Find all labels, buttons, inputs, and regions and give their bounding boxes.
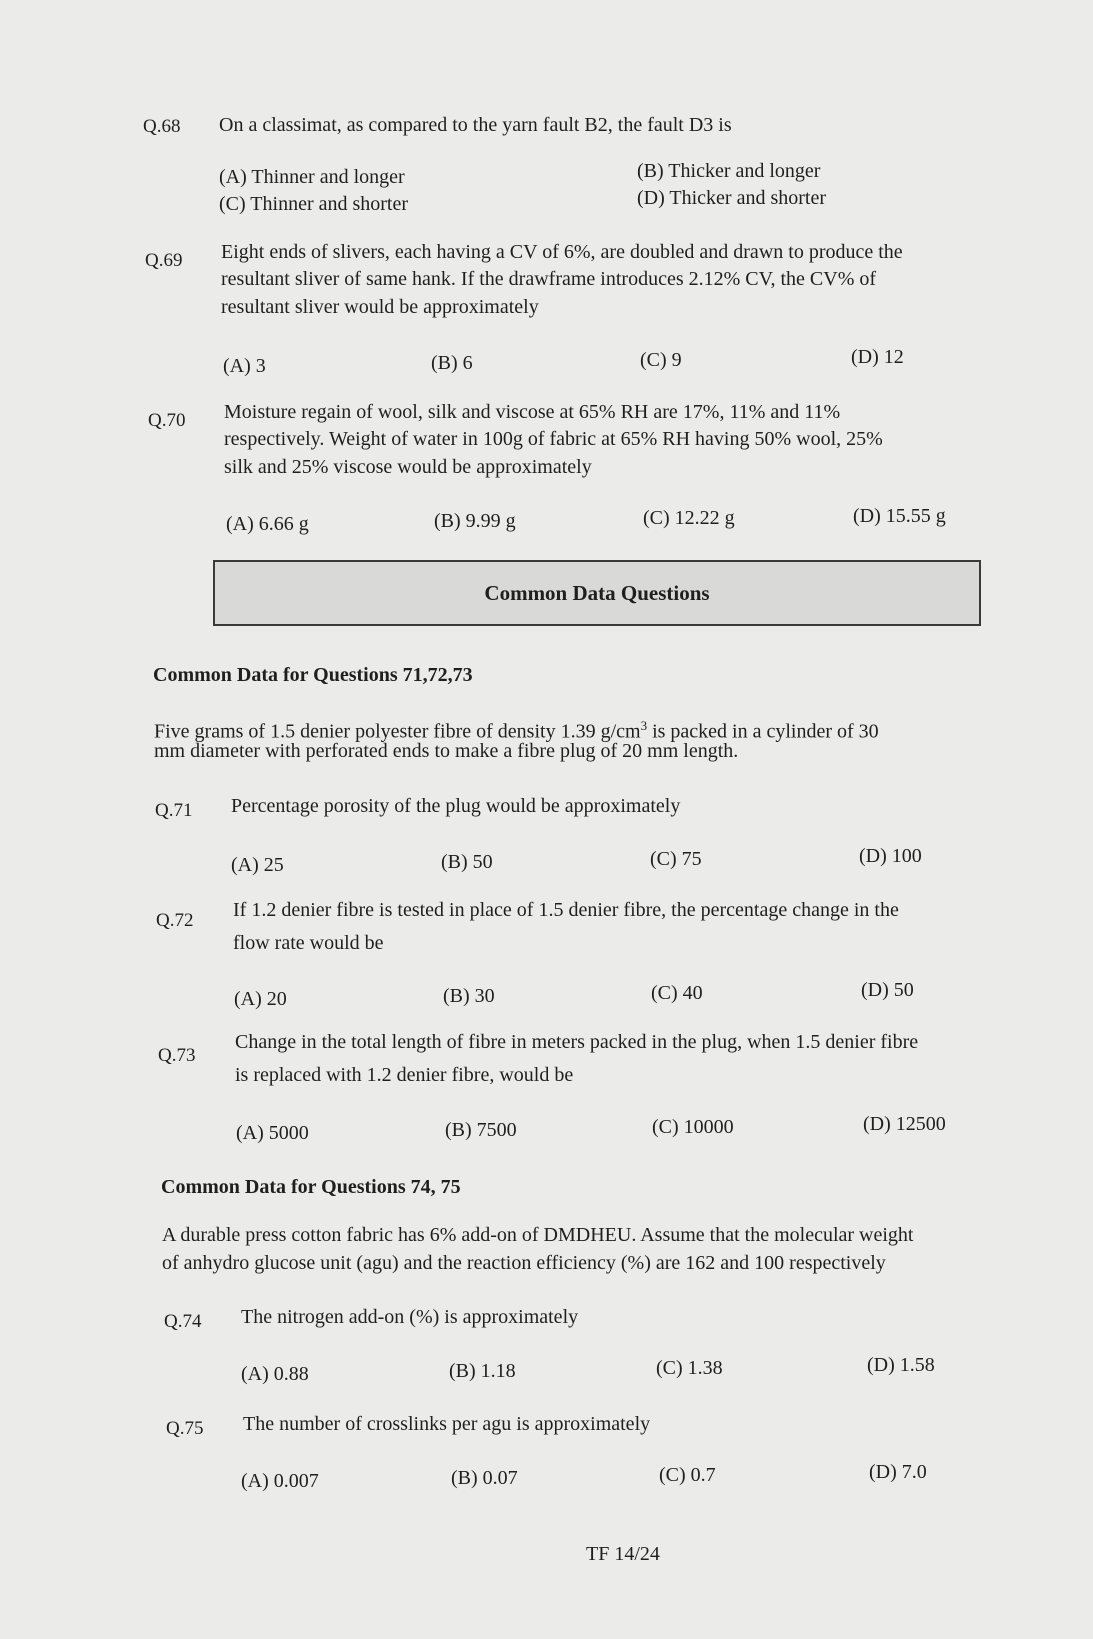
q69-number: Q.69 [145,250,183,271]
q73-option-a: (A) 5000 [236,1122,309,1144]
q70-number: Q.70 [148,410,186,431]
q69-option-b: (B) 6 [431,352,473,374]
q68-option-d: (D) Thicker and shorter [637,187,827,209]
q70-option-b: (B) 9.99 g [434,510,516,532]
q74-option-b: (B) 1.18 [449,1360,516,1382]
q72-number: Q.72 [156,910,194,931]
common-data-heading-74-75: Common Data for Questions 74, 75 [161,1176,461,1198]
q73-line-2: is replaced with 1.2 denier fibre, would be [235,1064,574,1086]
q74-number: Q.74 [164,1311,202,1332]
q73-line-1: Change in the total length of fibre in meters packed in the plug, when 1.5 denier fibre [235,1031,919,1053]
q73-option-c: (C) 10000 [652,1116,734,1138]
q69-line-3: resultant sliver would be approximately [221,296,539,318]
q70-line-1: Moisture regain of wool, silk and viscose at 65% RH are 17%, 11% and 11% [224,401,841,423]
q74-option-a: (A) 0.88 [241,1363,309,1385]
q70-option-a: (A) 6.66 g [226,513,309,535]
q70-option-c: (C) 12.22 g [643,507,735,529]
common-data-heading-71-73: Common Data for Questions 71,72,73 [153,664,473,686]
q69-line-2: resultant sliver of same hank. If the drawframe introduces 2.12% CV, the CV% of [221,268,877,290]
q68-option-a: (A) Thinner and longer [219,166,405,188]
common-data-74-75-line-2: of anhydro glucose unit (agu) and the reaction efficiency (%) are 162 and 100 respectively [162,1252,886,1274]
common-data-74-75-line-1: A durable press cotton fabric has 6% add-on of DMDHEU. Assume that the molecular weight [162,1224,914,1246]
q69-line-1: Eight ends of slivers, each having a CV of 6%, are doubled and drawn to produce the [221,241,903,263]
q72-option-a: (A) 20 [234,988,287,1010]
banner-title: Common Data Questions [484,580,710,605]
common-data-banner [213,560,981,626]
q75-option-c: (C) 0.7 [659,1464,716,1486]
q72-option-b: (B) 30 [443,985,495,1007]
q72-line-1: If 1.2 denier fibre is tested in place of 1.5 denier fibre, the percentage change in the [233,899,899,921]
q75-option-a: (A) 0.007 [241,1470,319,1492]
common-data-71-73-line-1: Five grams of 1.5 denier polyester fibre of density 1.39 $g/cm^3$ is packed in a cylinder of 30 [154,718,879,743]
q74-text: The nitrogen add-on (%) is approximately [241,1306,579,1328]
q75-option-b: (B) 0.07 [451,1467,518,1489]
q69-option-a: (A) 3 [223,355,266,377]
q75-text: The number of crosslinks per agu is approximately [243,1413,651,1435]
q72-option-c: (C) 40 [651,982,703,1004]
q71-option-a: (A) 25 [231,854,284,876]
q68-option-b: (B) Thicker and longer [637,160,821,182]
q71-option-d: (D) 100 [859,845,922,867]
q69-option-d: (D) 12 [851,346,904,368]
q70-line-3: silk and 25% viscose would be approximately [224,456,592,478]
q72-option-d: (D) 50 [861,979,914,1001]
q68-number: Q.68 [143,116,181,137]
q71-text: Percentage porosity of the plug would be approximately [231,795,681,817]
q69-option-c: (C) 9 [640,349,682,371]
q70-line-2: respectively. Weight of water in 100g of fabric at 65% RH having 50% wool, 25% [224,428,883,450]
q74-option-c: (C) 1.38 [656,1357,723,1379]
q71-option-c: (C) 75 [650,848,702,870]
q75-number: Q.75 [166,1418,204,1439]
q71-number: Q.71 [155,800,193,821]
q73-option-d: (D) 12500 [863,1113,946,1135]
q74-option-d: (D) 1.58 [867,1354,935,1376]
q75-option-d: (D) 7.0 [869,1461,927,1483]
q73-option-b: (B) 7500 [445,1119,517,1141]
q71-option-b: (B) 50 [441,851,493,873]
q68-text: On a classimat, as compared to the yarn fault B2, the fault D3 is [219,114,732,136]
q72-line-2: flow rate would be [233,932,384,954]
q70-option-d: (D) 15.55 g [853,505,946,527]
common-data-71-73-line-2: mm diameter with perforated ends to make a fibre plug of 20 mm length. [154,740,739,762]
page-footer: TF 14/24 [586,1543,660,1565]
q73-number: Q.73 [158,1045,196,1066]
q68-option-c: (C) Thinner and shorter [219,193,409,215]
